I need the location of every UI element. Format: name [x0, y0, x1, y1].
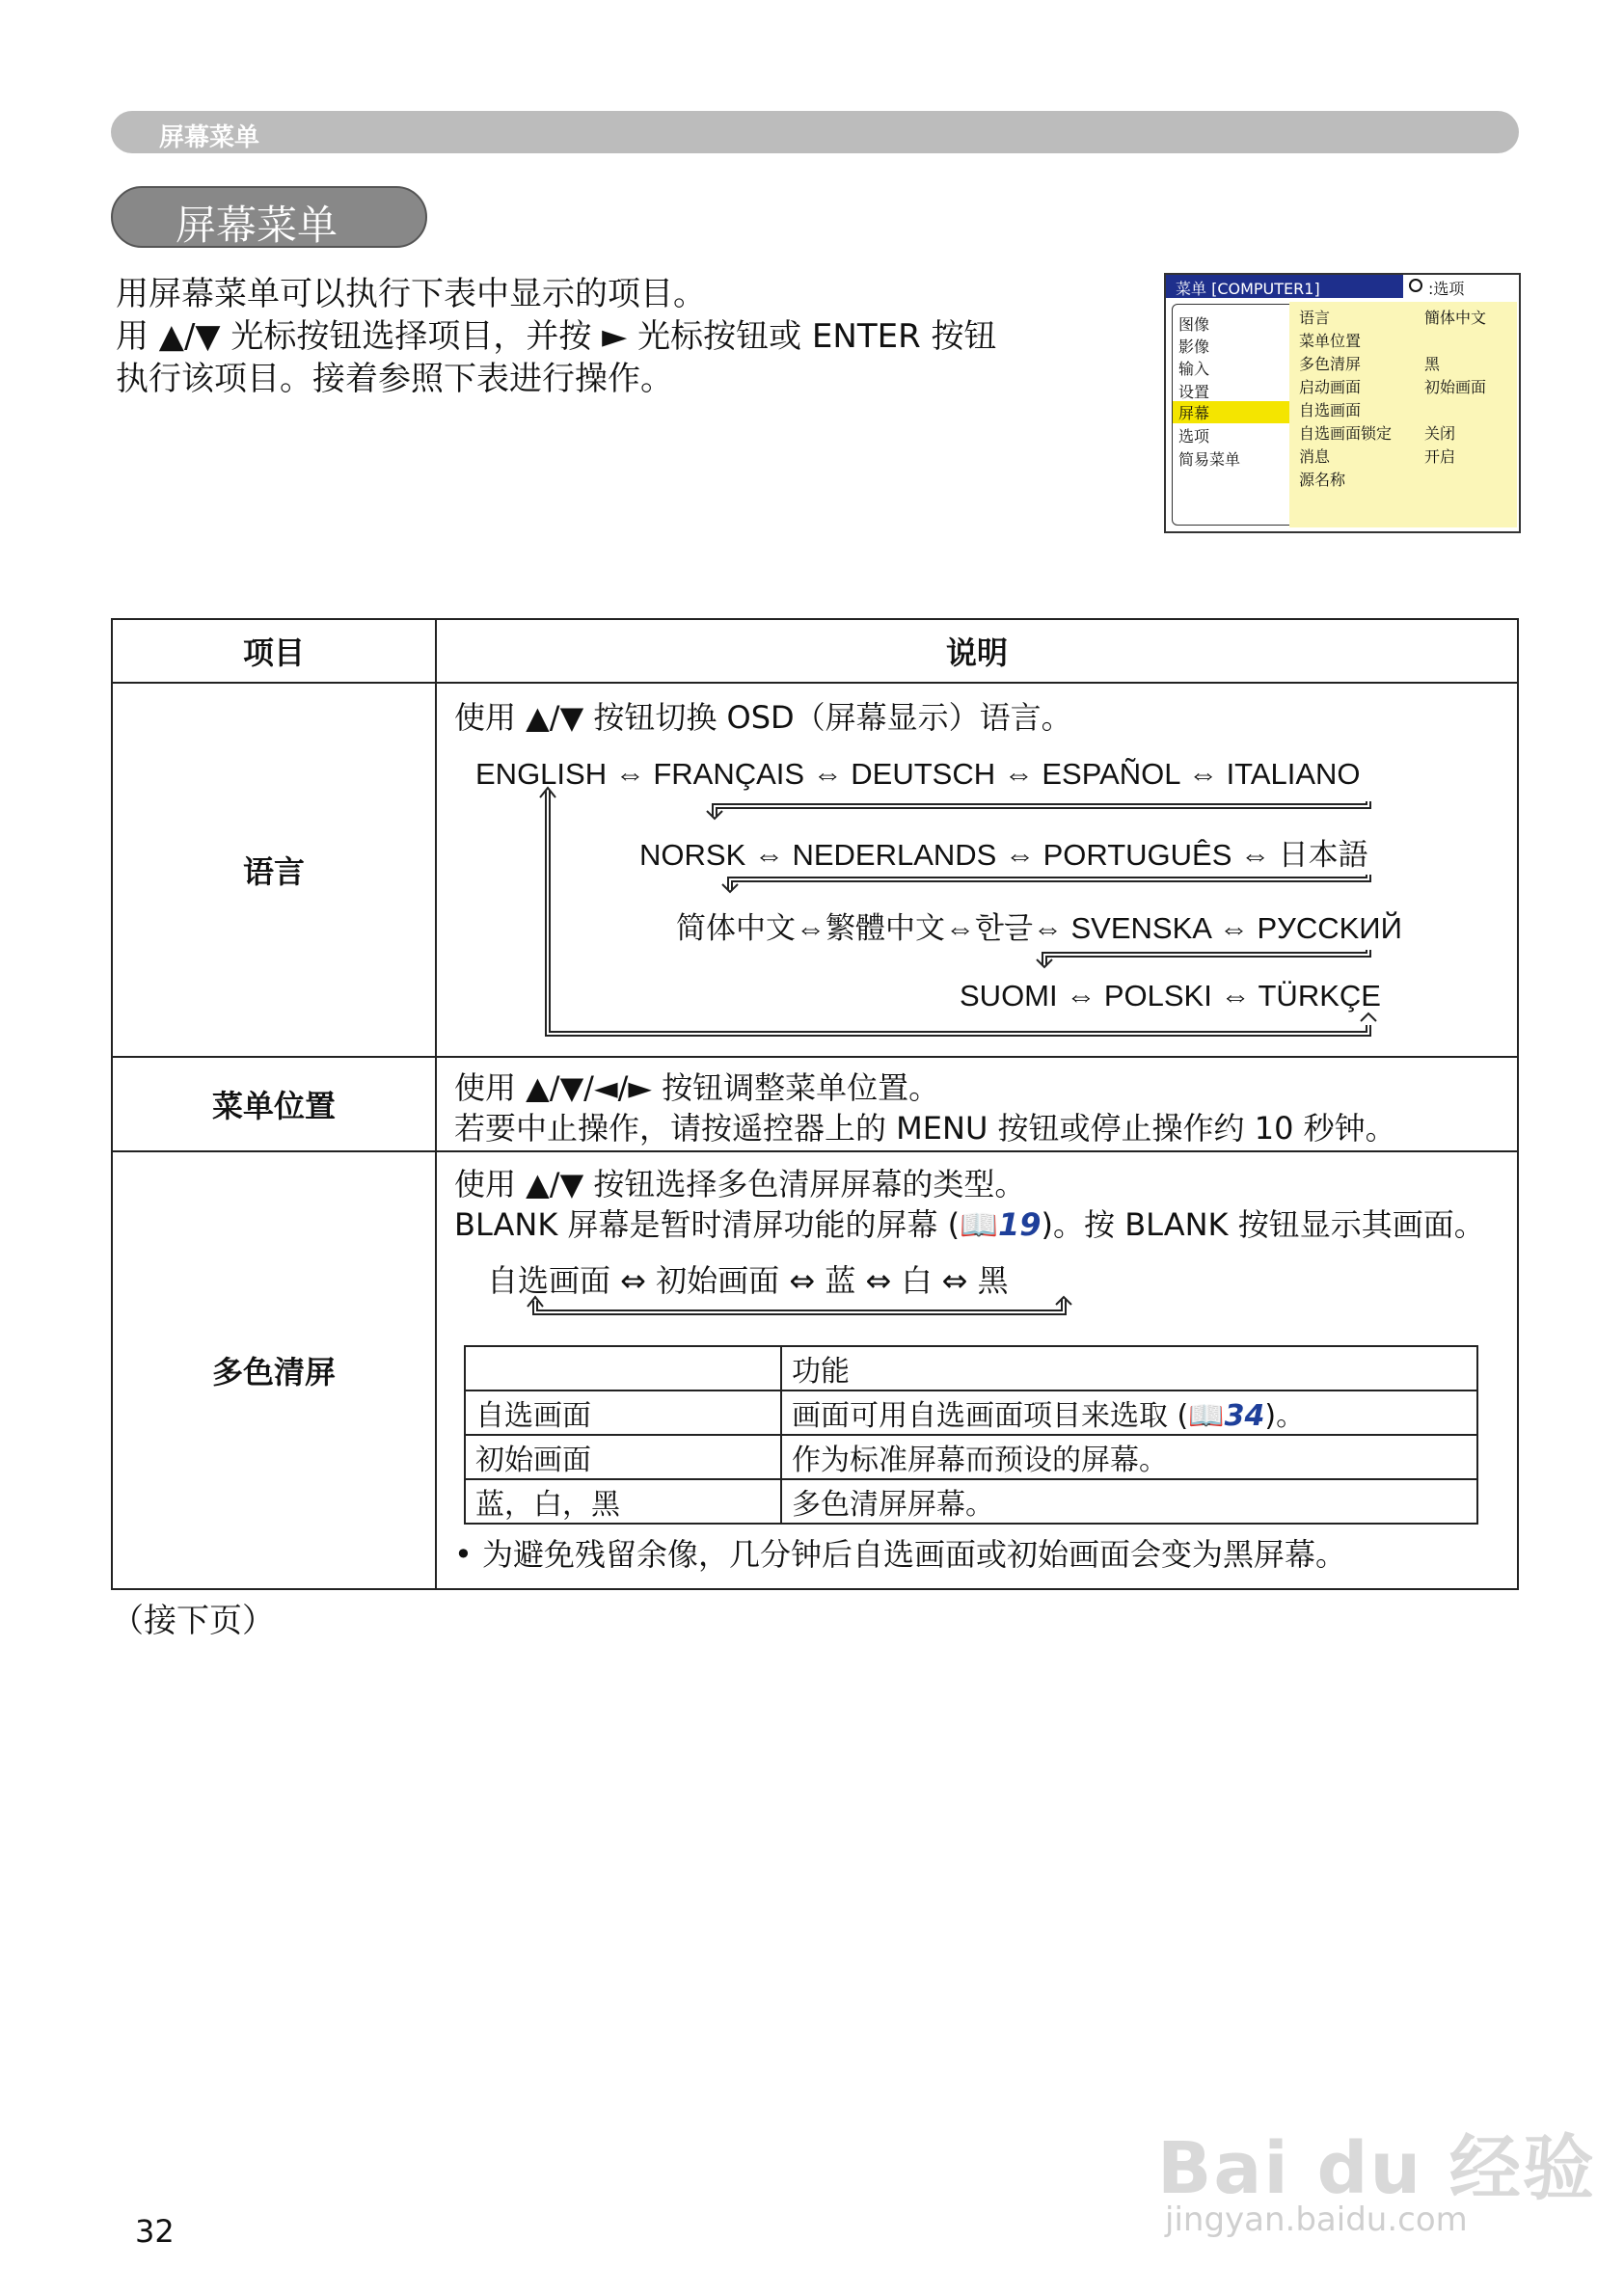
blank-option-desc-text: )。 — [1264, 1399, 1306, 1433]
intro-text — [116, 273, 1148, 400]
language-list-row: NORSK ⇔ NEDERLANDS ⇔ PORTUGUÊS ⇔ 日本語 — [639, 838, 1368, 872]
section-title: 屏幕菜单 — [176, 202, 338, 249]
osd-right-value: 开启 — [1424, 447, 1456, 466]
osd-left-item: 影像 — [1178, 338, 1210, 356]
blank-option-desc-text: 画面可用自选画面项目来选取 ( — [792, 1399, 1189, 1433]
osd-right-value: 簡体中文 — [1424, 309, 1487, 327]
blank-options-table — [464, 1345, 1478, 1525]
desc-blank — [436, 1151, 1518, 1589]
baidu-watermark — [1157, 2112, 1596, 2239]
header-bar — [111, 111, 1519, 153]
osd-option-label: :选项 — [1428, 280, 1465, 298]
blank-cycle-arrows — [437, 1152, 1521, 1345]
osd-right-item: 启动画面 — [1299, 378, 1362, 396]
book-icon: 📖 — [960, 1206, 999, 1243]
desc-language — [436, 683, 1518, 1057]
table-row-menu-position — [112, 1057, 1518, 1151]
language-instruction: 使用 ▲/▼ 按钮切换 OSD（屏幕显示）语言。 — [454, 699, 1072, 736]
blank-option-name: 自选画面 — [465, 1390, 781, 1435]
blank-option-name: 蓝，白，黑 — [465, 1479, 781, 1524]
language-list-row: ENGLISH ⇔ FRANÇAIS ⇔ DEUTSCH ⇔ ESPAÑOL ⇔ ITALIANO — [475, 757, 1361, 791]
osd-menu-screenshot — [1164, 273, 1521, 533]
table-header-row — [112, 619, 1518, 683]
blank-option-row — [465, 1479, 1477, 1524]
blank-line-text: )。按 BLANK 按钮显示其画面。 — [1041, 1206, 1485, 1243]
blank-option-desc: 作为标准屏幕而预设的屏幕。 — [781, 1435, 1477, 1479]
page-reference-link[interactable]: 34 — [1224, 1399, 1265, 1433]
intro-line: 用 ▲/▼ 光标按钮选择项目，并按 ► 光标按钮或 ENTER 按钮 — [116, 317, 997, 356]
language-list-row: 简体中文⇔繁體中文⇔한글⇔ SVENSKA ⇔ PУCCKИЙ — [676, 911, 1402, 945]
blank-options-header-row — [465, 1346, 1477, 1390]
osd-right-value: 初始画面 — [1424, 378, 1487, 396]
blank-option-row — [465, 1435, 1477, 1479]
menu-position-line: 使用 ▲/▼/◄/► 按钮调整菜单位置。 — [454, 1069, 940, 1106]
intro-line: 用屏幕菜单可以执行下表中显示的项目。 — [116, 275, 706, 313]
desc-menu-position — [436, 1057, 1518, 1151]
osd-option-icon — [1409, 279, 1422, 292]
intro-line: 执行该项目。接着参照下表进行操作。 — [116, 360, 673, 398]
osd-left-item: 输入 — [1178, 360, 1210, 378]
blank-note: • 为避免残留余像，几分钟后自选画面或初始画面会变为黑屏幕。 — [454, 1536, 1347, 1573]
osd-right-value: 黑 — [1424, 355, 1441, 373]
osd-right-item: 消息 — [1299, 447, 1331, 466]
osd-title: 菜单 [COMPUTER1] — [1176, 280, 1320, 298]
osd-option-box — [1401, 275, 1519, 298]
osd-left-item: 简易菜单 — [1178, 450, 1241, 469]
settings-table — [111, 618, 1519, 1590]
blank-option-row — [465, 1390, 1477, 1435]
osd-left-item: 设置 — [1178, 383, 1210, 401]
page-reference-link[interactable]: 19 — [998, 1206, 1042, 1243]
blank-option-desc: 多色清屏屏幕。 — [781, 1479, 1477, 1524]
item-menu-position: 菜单位置 — [112, 1057, 436, 1151]
column-header-item: 项目 — [112, 619, 436, 683]
watermark-url: jingyan.baidu.com — [1165, 2200, 1468, 2239]
section-title-pill — [111, 186, 427, 248]
table-row-language — [112, 683, 1518, 1057]
osd-left-item-selected: 屏幕 — [1173, 401, 1294, 423]
osd-right-panel — [1289, 302, 1517, 527]
osd-right-item: 多色清屏 — [1299, 355, 1362, 373]
blank-options-header-empty — [465, 1346, 781, 1390]
blank-option-desc — [781, 1390, 1477, 1435]
blank-cycle: 自选画面 ⇔ 初始画面 ⇔ 蓝 ⇔ 白 ⇔ 黑 — [487, 1262, 1009, 1299]
osd-left-item: 选项 — [1178, 427, 1210, 446]
item-blank: 多色清屏 — [112, 1151, 436, 1589]
osd-left-menu — [1172, 304, 1295, 526]
column-header-description: 说明 — [436, 619, 1518, 683]
osd-left-item: 图像 — [1178, 315, 1210, 334]
watermark-logo-text: Bai du 经验 — [1157, 2127, 1596, 2210]
blank-line: 使用 ▲/▼ 按钮选择多色清屏屏幕的类型。 — [454, 1166, 1026, 1202]
language-list-row: SUOMI ⇔ POLSKI ⇔ TÜRKÇE — [960, 979, 1381, 1012]
book-icon: 📖 — [1188, 1399, 1225, 1433]
osd-right-value: 关闭 — [1424, 424, 1456, 443]
header-bar-label: 屏幕菜单 — [159, 123, 260, 152]
osd-right-item: 源名称 — [1299, 471, 1346, 489]
blank-options-header: 功能 — [781, 1346, 1477, 1390]
osd-right-item: 自选画面 — [1299, 401, 1362, 419]
osd-right-item: 自选画面锁定 — [1299, 424, 1393, 443]
osd-title-bar — [1166, 275, 1519, 298]
osd-right-item: 菜单位置 — [1299, 332, 1362, 350]
item-language: 语言 — [112, 683, 436, 1057]
table-row-blank — [112, 1151, 1518, 1589]
blank-option-name: 初始画面 — [465, 1435, 781, 1479]
page-number: 32 — [135, 2213, 175, 2250]
menu-position-line: 若要中止操作，请按遥控器上的 MENU 按钮或停止操作约 10 秒钟。 — [454, 1110, 1396, 1147]
blank-line-text: BLANK 屏幕是暂时清屏功能的屏幕 ( — [454, 1206, 961, 1243]
osd-right-item: 语言 — [1299, 309, 1331, 327]
continued-label: （接下页） — [111, 1602, 275, 1640]
